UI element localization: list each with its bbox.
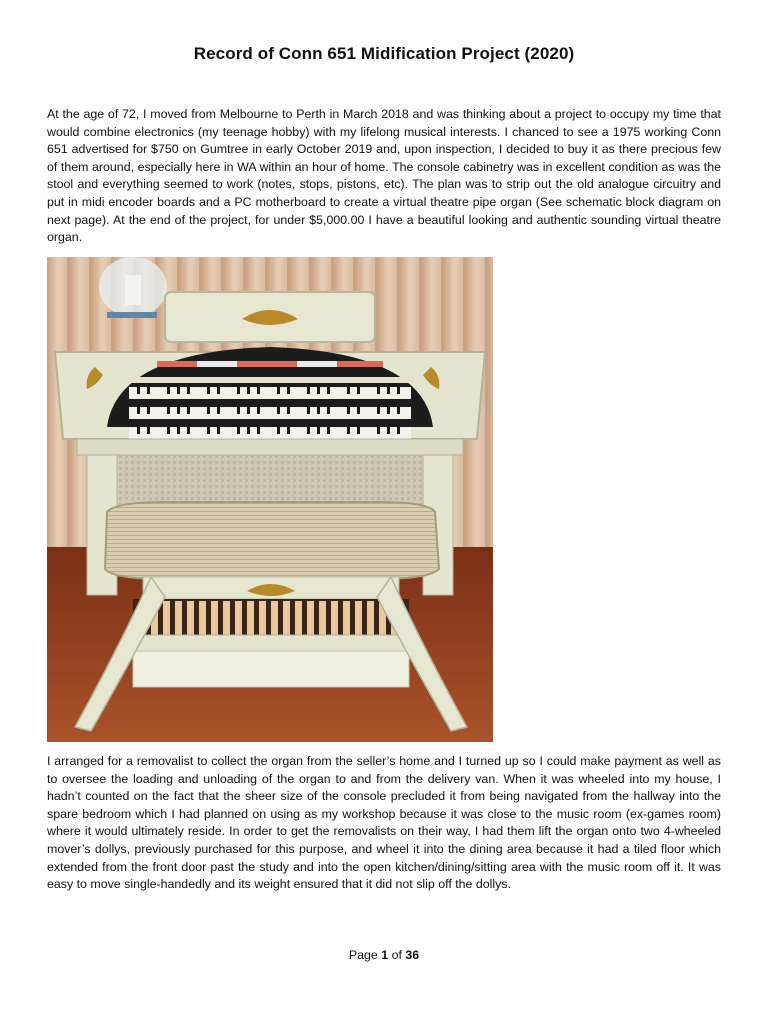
bench-cushion	[105, 502, 439, 579]
page-word: Page	[348, 948, 378, 962]
page-footer	[0, 948, 768, 962]
total-pages-number: 36	[405, 948, 420, 962]
removalist-paragraph: I arranged for a removalist to collect the organ from the seller’s home and I turned up so I could make payment as well as to oversee the loading and unloading of the organ to and from the delivery van. When it was wheeled into my house, I hadn’t counted on the fact that the sheer size of the console precluded it from being navigated from the hallway into the spare bedroom which I had planned on using as my workshop because it was close to the music room (ex-games room) where it would ultimately reside. In order to get the removalists on their way, I had them lift the organ onto two 4-wheeled mover’s dollys, previously purchased for this purpose, and wheel it into the dining area because it had a tiled floor which extended from the front door past the study and into the open kitchen/dining/sitting area with the music room off it. It was easy to move single-handedly and its weight ensured that it did not slip off the dollys.	[47, 754, 721, 892]
manual-keyboards	[129, 387, 411, 439]
pedalboard	[133, 599, 409, 687]
organ-illustration	[47, 257, 493, 742]
of-word: of	[391, 948, 402, 962]
document-title: Record of Conn 651 Midification Project (2020)	[193, 44, 575, 63]
organ-console-photo	[47, 257, 493, 742]
intro-paragraph: At the age of 72, I moved from Melbourne to Perth in March 2018 and was thinking about a project to occupy my time that would combine electronics (my teenage hobby) with my lifelong musical interests. I chanced to see a 1975 working Conn 651 advertised for $750 on Gumtree in early October 2019 and, upon inspection, I decided to buy it as there precious few of them around, especially here in WA within an hour of home. The console cabinetry was in excellent condition as was the stool and everything seemed to work (notes, stops, pistons, etc). The plan was to strip out the old analogue circuitry and put in midi encoder boards and a PC motherboard to create a virtual theatre pipe organ (See schematic block diagram on next page). At the end of the project, for under $5,000.00 I have a beautiful looking and authentic sounding virtual theatre organ.	[47, 107, 721, 245]
current-page-number: 1	[381, 948, 389, 962]
